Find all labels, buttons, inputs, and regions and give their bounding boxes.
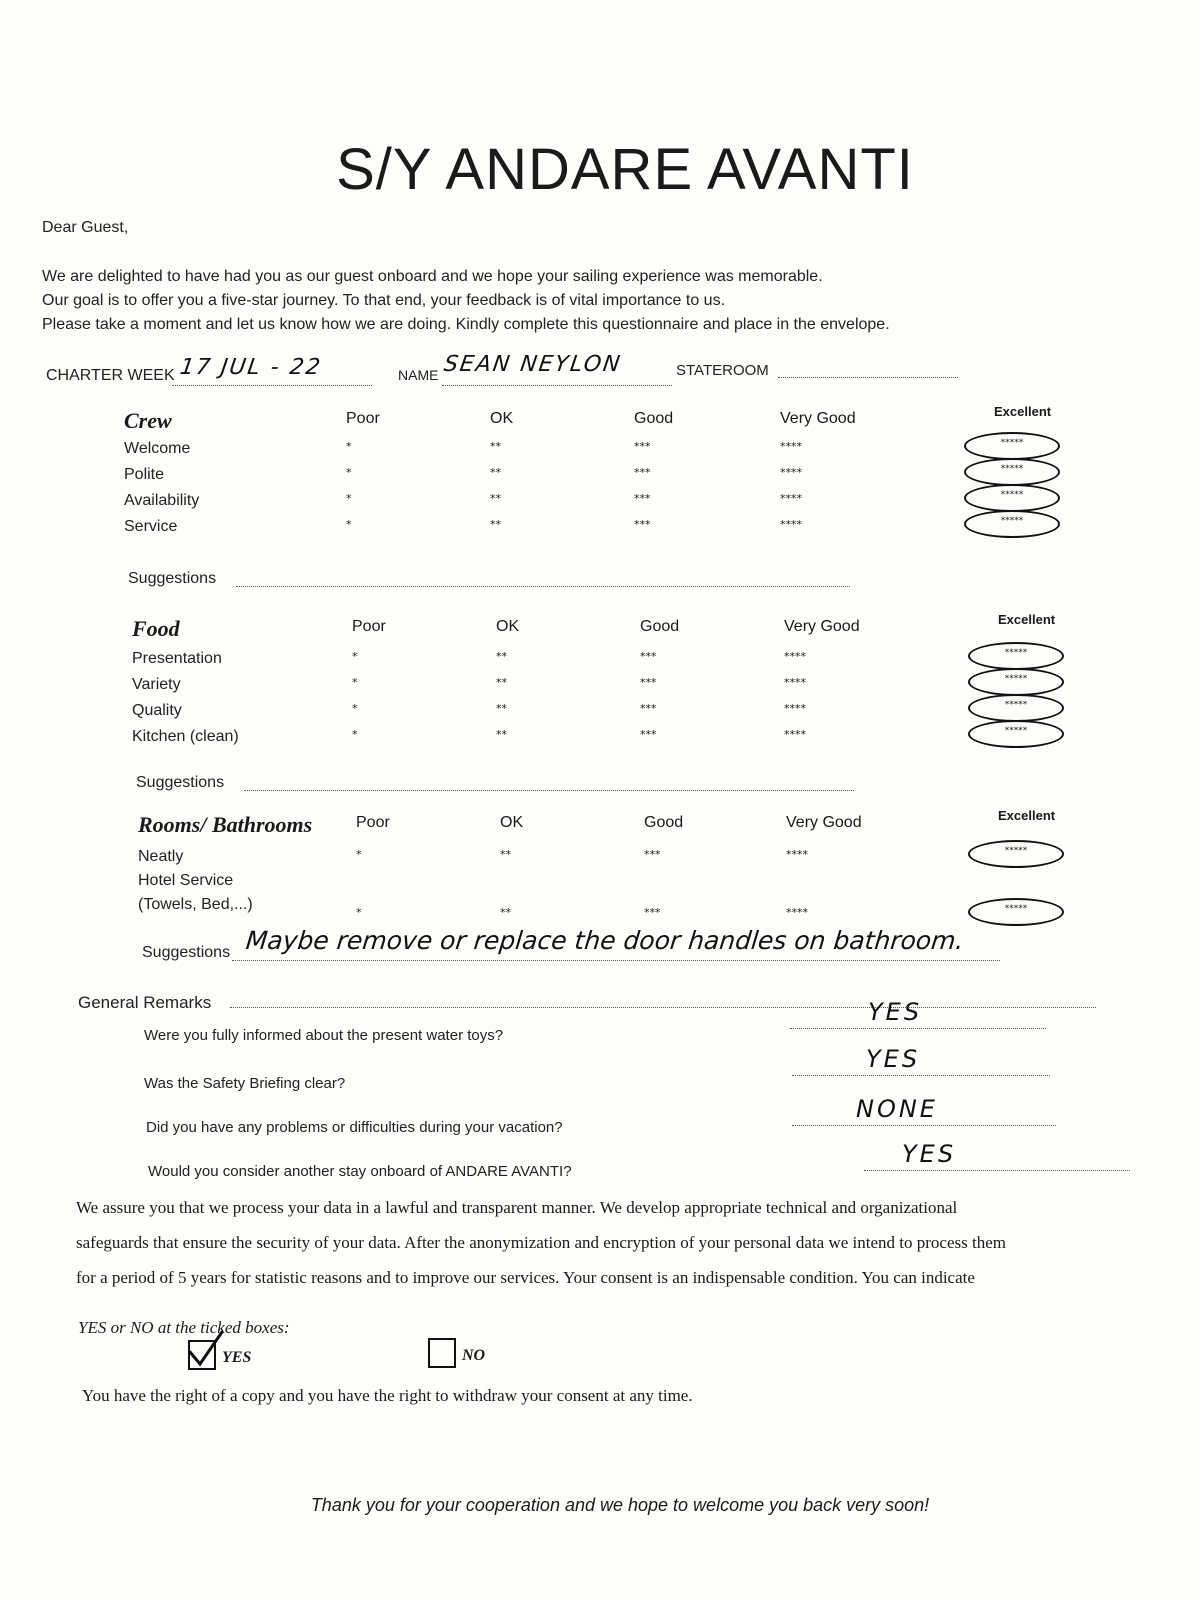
rating-option[interactable]: ****	[784, 650, 806, 663]
row-label: Polite	[124, 466, 165, 483]
rating-option[interactable]: ****	[780, 492, 802, 505]
row-label: Quality	[132, 702, 182, 719]
question-text: Would you consider another stay onboard of ANDARE AVANTI?	[148, 1163, 572, 1180]
rating-option[interactable]: ***	[644, 848, 661, 861]
rating-option[interactable]: **	[500, 848, 511, 861]
row-label: (Towels, Bed,...)	[138, 896, 253, 913]
suggestions-field[interactable]	[244, 790, 854, 791]
suggestions-label: Suggestions	[142, 944, 231, 961]
rating-option[interactable]: ***	[634, 466, 651, 479]
privacy-line-3: for a period of 5 years for statistic reasons and to improve our services. Your consent is an indispensable condition. You can indicate	[76, 1268, 975, 1287]
column-header-very-good: Very Good	[784, 618, 860, 635]
rights-text: You have the right of a copy and you have the right to withdraw your consent at any time.	[82, 1386, 693, 1405]
column-header-excellent: Excellent	[998, 808, 1056, 823]
column-header-ok: OK	[500, 814, 524, 831]
rating-option[interactable]: **	[490, 518, 501, 531]
rating-option[interactable]: **	[496, 650, 507, 663]
rating-option[interactable]: **	[490, 440, 501, 453]
suggestions-field[interactable]	[232, 960, 1000, 961]
rating-option[interactable]: *	[352, 702, 358, 715]
column-header-poor: Poor	[352, 618, 386, 635]
general-remarks-field[interactable]	[230, 1007, 1096, 1008]
rating-stars: *****	[1000, 438, 1024, 448]
answer-handwriting: YES	[866, 1045, 921, 1073]
rating-stars: *****	[1004, 726, 1028, 736]
row-label: Neatly	[138, 848, 184, 865]
rating-option[interactable]: ****	[780, 440, 802, 453]
name-label: NAME	[398, 367, 439, 383]
column-header-good: Good	[644, 814, 684, 831]
rating-option[interactable]: **	[500, 906, 511, 919]
general-remarks-label: General Remarks	[78, 993, 212, 1012]
intro-line-2: Our goal is to offer you a five-star journey. To that end, your feedback is of vital importance to us.	[42, 292, 726, 309]
thanks-text: Thank you for your cooperation and we hope to welcome you back very soon!	[310, 1495, 930, 1515]
rating-option[interactable]: **	[496, 702, 507, 715]
rating-option[interactable]: ***	[640, 650, 657, 663]
rating-option[interactable]: *	[346, 466, 352, 479]
privacy-line-4: YES or NO at the ticked boxes:	[78, 1318, 290, 1337]
rating-option[interactable]: ****	[784, 702, 806, 715]
answer-handwriting: YES	[902, 1140, 957, 1168]
rating-option[interactable]: ****	[784, 728, 806, 741]
consent-yes-checkbox[interactable]	[188, 1340, 216, 1370]
rating-option[interactable]: ***	[634, 518, 651, 531]
rating-stars: *****	[1000, 516, 1024, 526]
rating-option[interactable]: ***	[644, 906, 661, 919]
section-title: Rooms/ Bathrooms	[138, 812, 313, 837]
suggestions-handwriting: Maybe remove or replace the door handles on bathroom.	[244, 926, 966, 955]
rating-option[interactable]: ****	[780, 466, 802, 479]
answer-field[interactable]	[792, 1075, 1050, 1076]
row-label: Hotel Service	[138, 872, 234, 889]
rating-option[interactable]: *	[352, 728, 358, 741]
column-header-good: Good	[640, 618, 680, 635]
question-text: Were you fully informed about the present water toys?	[144, 1027, 504, 1044]
rating-option[interactable]: **	[496, 676, 507, 689]
rating-stars: *****	[1004, 904, 1028, 914]
rating-option[interactable]: **	[496, 728, 507, 741]
rating-option[interactable]: ***	[634, 492, 651, 505]
rating-option[interactable]: *	[352, 676, 358, 689]
column-header-poor: Poor	[356, 814, 390, 831]
row-label: Availability	[124, 492, 200, 509]
name-field[interactable]: SEAN NEYLON	[442, 352, 624, 377]
row-label: Kitchen (clean)	[132, 728, 239, 745]
privacy-line-1: We assure you that we process your data in a lawful and transparent manner. We develop appropriate technical and organizational	[76, 1198, 958, 1217]
stateroom-field[interactable]	[778, 377, 958, 378]
rating-option[interactable]: ****	[786, 906, 808, 919]
column-header-excellent: Excellent	[998, 612, 1056, 627]
rating-option[interactable]: *	[356, 906, 362, 919]
row-label: Presentation	[132, 650, 222, 667]
column-header-poor: Poor	[346, 410, 380, 427]
answer-field[interactable]	[864, 1170, 1130, 1171]
rating-option[interactable]: *	[346, 492, 352, 505]
column-header-very-good: Very Good	[786, 814, 862, 831]
charter-week-field[interactable]: 17 JUL - 22	[178, 355, 324, 380]
question-text: Did you have any problems or difficulties during your vacation?	[146, 1119, 563, 1136]
rating-stars: *****	[1000, 464, 1024, 474]
column-header-ok: OK	[490, 410, 514, 427]
rating-option[interactable]: ****	[786, 848, 808, 861]
answer-handwriting: YES	[868, 998, 923, 1026]
rating-stars: *****	[1004, 846, 1028, 856]
intro-line-1: We are delighted to have had you as our guest onboard and we hope your sailing experience was memorable.	[42, 268, 823, 285]
suggestions-field[interactable]	[236, 586, 850, 587]
rating-option[interactable]: ***	[640, 702, 657, 715]
row-label: Variety	[132, 676, 181, 693]
consent-no-label: NO	[462, 1347, 486, 1364]
page-title: S/Y ANDARE AVANTI	[336, 137, 914, 202]
answer-field[interactable]	[790, 1028, 1046, 1029]
rating-stars: *****	[1000, 490, 1024, 500]
suggestions-label: Suggestions	[136, 774, 225, 791]
section-title: Food	[132, 616, 180, 641]
answer-field[interactable]	[792, 1125, 1056, 1126]
row-label: Service	[124, 518, 178, 535]
rating-option[interactable]: ****	[780, 518, 802, 531]
rating-stars: *****	[1004, 674, 1028, 684]
consent-yes-label: YES	[222, 1349, 252, 1366]
rating-option[interactable]: *	[352, 650, 358, 663]
question-text: Was the Safety Briefing clear?	[144, 1075, 346, 1092]
rating-stars: *****	[1004, 700, 1028, 710]
rating-option[interactable]: ***	[634, 440, 651, 453]
column-header-good: Good	[634, 410, 674, 427]
rating-option[interactable]: ****	[784, 676, 806, 689]
row-label: Welcome	[124, 440, 191, 457]
rating-stars: *****	[1004, 648, 1028, 658]
rating-option[interactable]: ***	[640, 676, 657, 689]
consent-no-checkbox[interactable]	[428, 1338, 456, 1368]
column-header-very-good: Very Good	[780, 410, 856, 427]
answer-handwriting: NONE	[856, 1095, 938, 1123]
rating-option[interactable]: *	[356, 848, 362, 861]
rating-option[interactable]: *	[346, 440, 352, 453]
column-header-ok: OK	[496, 618, 520, 635]
stateroom-label: STATEROOM	[676, 362, 769, 379]
column-header-excellent: Excellent	[994, 404, 1052, 419]
rating-option[interactable]: **	[490, 466, 501, 479]
privacy-line-2: safeguards that ensure the security of your data. After the anonymization and encryption of your personal data we intend to process them	[76, 1233, 1006, 1252]
rating-option[interactable]: **	[490, 492, 501, 505]
checkmark-icon	[186, 1328, 226, 1368]
charter-week-label: CHARTER WEEK	[46, 367, 175, 384]
section-title: Crew	[124, 408, 172, 433]
greeting: Dear Guest,	[42, 219, 129, 236]
suggestions-label: Suggestions	[128, 570, 217, 587]
rating-option[interactable]: ***	[640, 728, 657, 741]
rating-option[interactable]: *	[346, 518, 352, 531]
intro-line-3: Please take a moment and let us know how we are doing. Kindly complete this questionnaire and place in the envelope.	[42, 316, 890, 333]
